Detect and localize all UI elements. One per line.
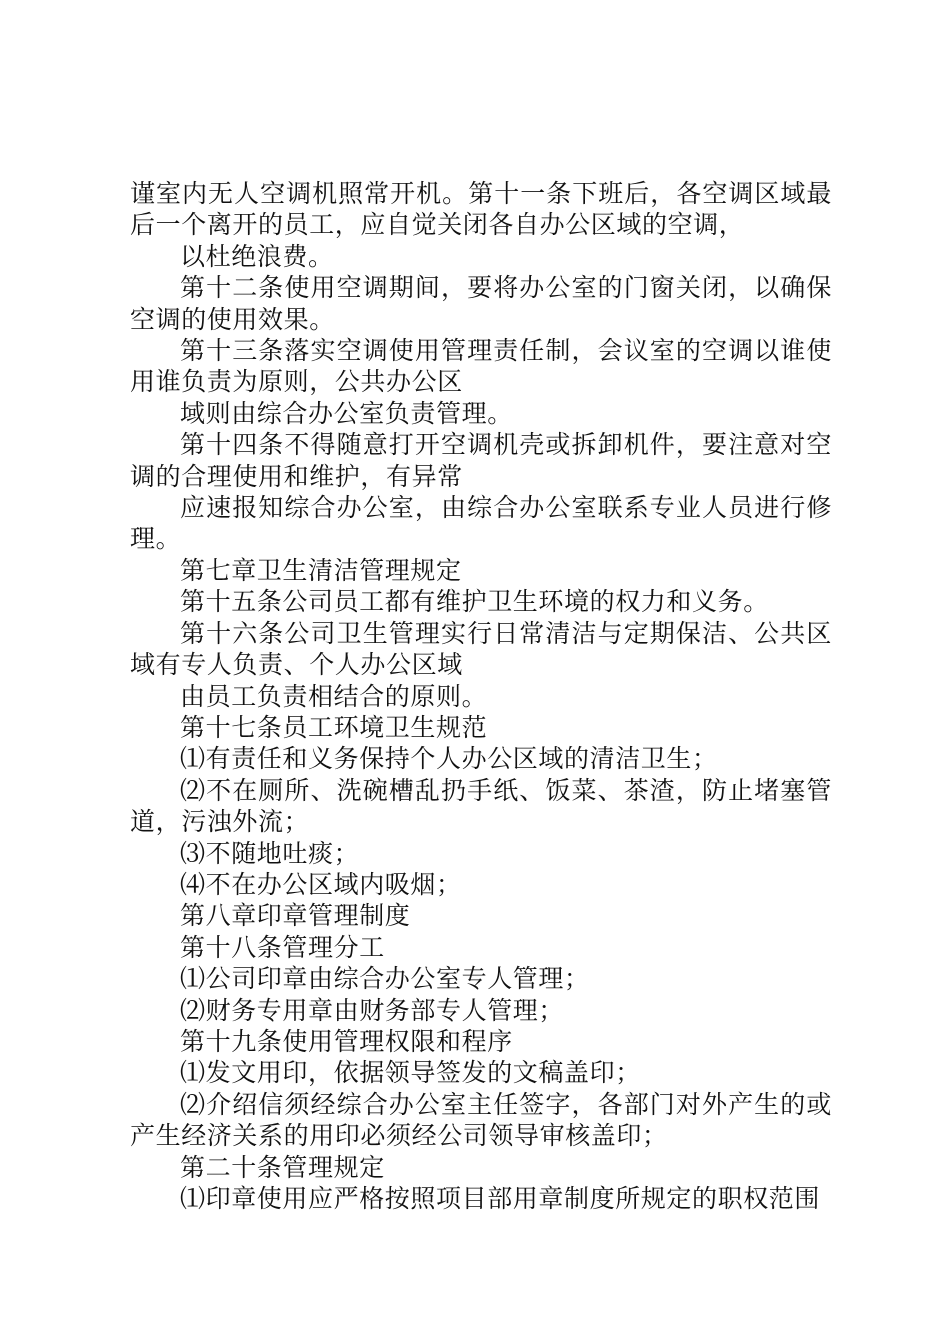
article-15: 第十五条公司员工都有维护卫生环境的权力和义务。: [180, 587, 769, 617]
article-17-item-2: ⑵不在厕所、洗碗槽乱扔手纸、饭菜、茶渣，防止堵塞管道，污浊外流；: [130, 775, 832, 837]
article-17-item-4: ⑷不在办公区域内吸烟；: [180, 869, 462, 899]
article-19-item-2: ⑵介绍信须经综合办公室主任签字，各部门对外产生的或产生经济关系的用印必须经公司领导审核盖印；: [130, 1089, 832, 1151]
article-18-item-2: ⑵财务专用章由财务部专人管理；: [180, 995, 565, 1025]
article-14-continued: 应速报知综合办公室，由综合办公室联系专业人员进行修理。: [130, 493, 832, 554]
article-13-continued: 域则由综合办公室负责管理。: [180, 398, 513, 428]
article-18-item-1: ⑴公司印章由综合办公室专人管理；: [180, 964, 590, 994]
article-19: 第十九条使用管理权限和程序: [180, 1026, 513, 1056]
article-16: 第十六条公司卫生管理实行日常清洁与定期保洁、公共区域有专人负责、个人办公区域: [130, 618, 832, 680]
chapter-8-heading: 第八章印章管理制度: [180, 901, 411, 931]
paragraph-2: 以杜绝浪费。: [180, 241, 334, 271]
article-17: 第十七条员工环境卫生规范: [180, 712, 488, 742]
article-16-continued: 由员工负责相结合的原则。: [180, 681, 488, 711]
article-14: 第十四条不得随意打开空调机壳或拆卸机件，要注意对空调的合理使用和维护，有异常: [130, 430, 832, 491]
chapter-7-heading: 第七章卫生清洁管理规定: [180, 555, 462, 585]
article-19-item-1: ⑴发文用印，依据领导签发的文稿盖印；: [180, 1058, 641, 1088]
article-20-item-1: ⑴印章使用应严格按照项目部用章制度所规定的职权范围: [180, 1184, 821, 1213]
article-18: 第十八条管理分工: [180, 932, 385, 962]
article-12: 第十二条使用空调期间，要将办公室的门窗关闭，以确保空调的使用效果。: [130, 273, 832, 334]
article-20: 第二十条管理规定: [180, 1152, 385, 1182]
article-17-item-3: ⑶不随地吐痰；: [180, 838, 360, 868]
article-13: 第十三条落实空调使用管理责任制，会议室的空调以谁使用谁负责为原则，公共办公区: [130, 336, 832, 397]
paragraph-1: 谨室内无人空调机照常开机。第十一条下班后，各空调区域最后一个离开的员工，应自觉关闭各自办公区域的空调，: [130, 179, 832, 240]
article-17-item-1: ⑴有责任和义务保持个人办公区域的清洁卫生；: [180, 744, 718, 774]
document-page: [130, 178, 832, 1214]
